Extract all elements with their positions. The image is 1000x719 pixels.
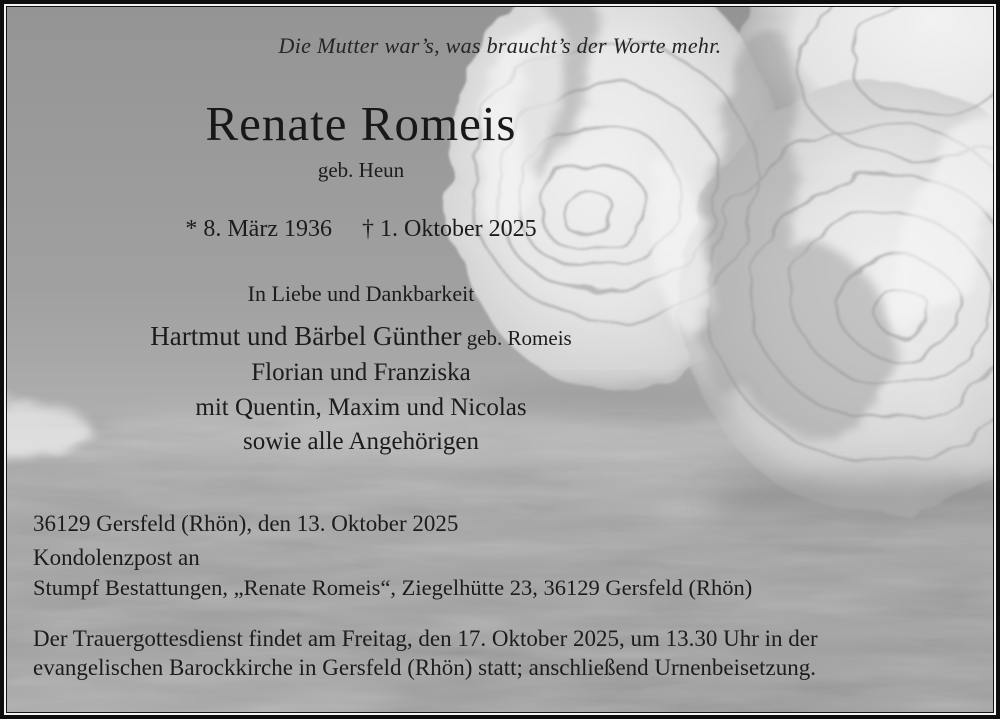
life-dates	[0, 216, 722, 243]
maiden-name: geb. Heun	[317, 158, 405, 182]
family-line-1-names: Hartmut und Bärbel Günther	[150, 321, 462, 351]
family-line-3: mit Quentin, Maxim und Nicolas	[195, 394, 527, 421]
condolence-address: Stumpf Bestattungen, „Renate Romeis“, Ziegelhütte 23, 36129 Gersfeld (Rhön)	[33, 575, 753, 600]
birth-date: * 8. März 1936	[185, 216, 332, 242]
death-date: † 1. Oktober 2025	[361, 216, 537, 242]
tribute-line: In Liebe und Dankbarkeit	[247, 281, 475, 306]
family-line-4: sowie alle Angehörigen	[242, 428, 480, 455]
condolence-label: Kondolenzpost an	[33, 545, 200, 570]
place-and-date: 36129 Gersfeld (Rhön), den 13. Oktober 2025	[33, 511, 459, 536]
service-info-line-2: evangelischen Barockkirche in Gersfeld (Rhön) statt; anschließend Urnenbeisetzung.	[33, 655, 817, 680]
family-line-1-suffix: geb. Romeis	[461, 326, 572, 350]
family-line-2: Florian und Franziska	[251, 359, 471, 386]
deceased-name: Renate Romeis	[205, 96, 517, 151]
epigraph: Die Mutter war’s, was braucht’s der Worte mehr.	[278, 33, 722, 58]
service-info-line-1: Der Trauergottesdienst findet am Freitag, den 17. Oktober 2025, um 13.30 Uhr in der	[33, 626, 818, 651]
family-line-1	[0, 321, 722, 351]
